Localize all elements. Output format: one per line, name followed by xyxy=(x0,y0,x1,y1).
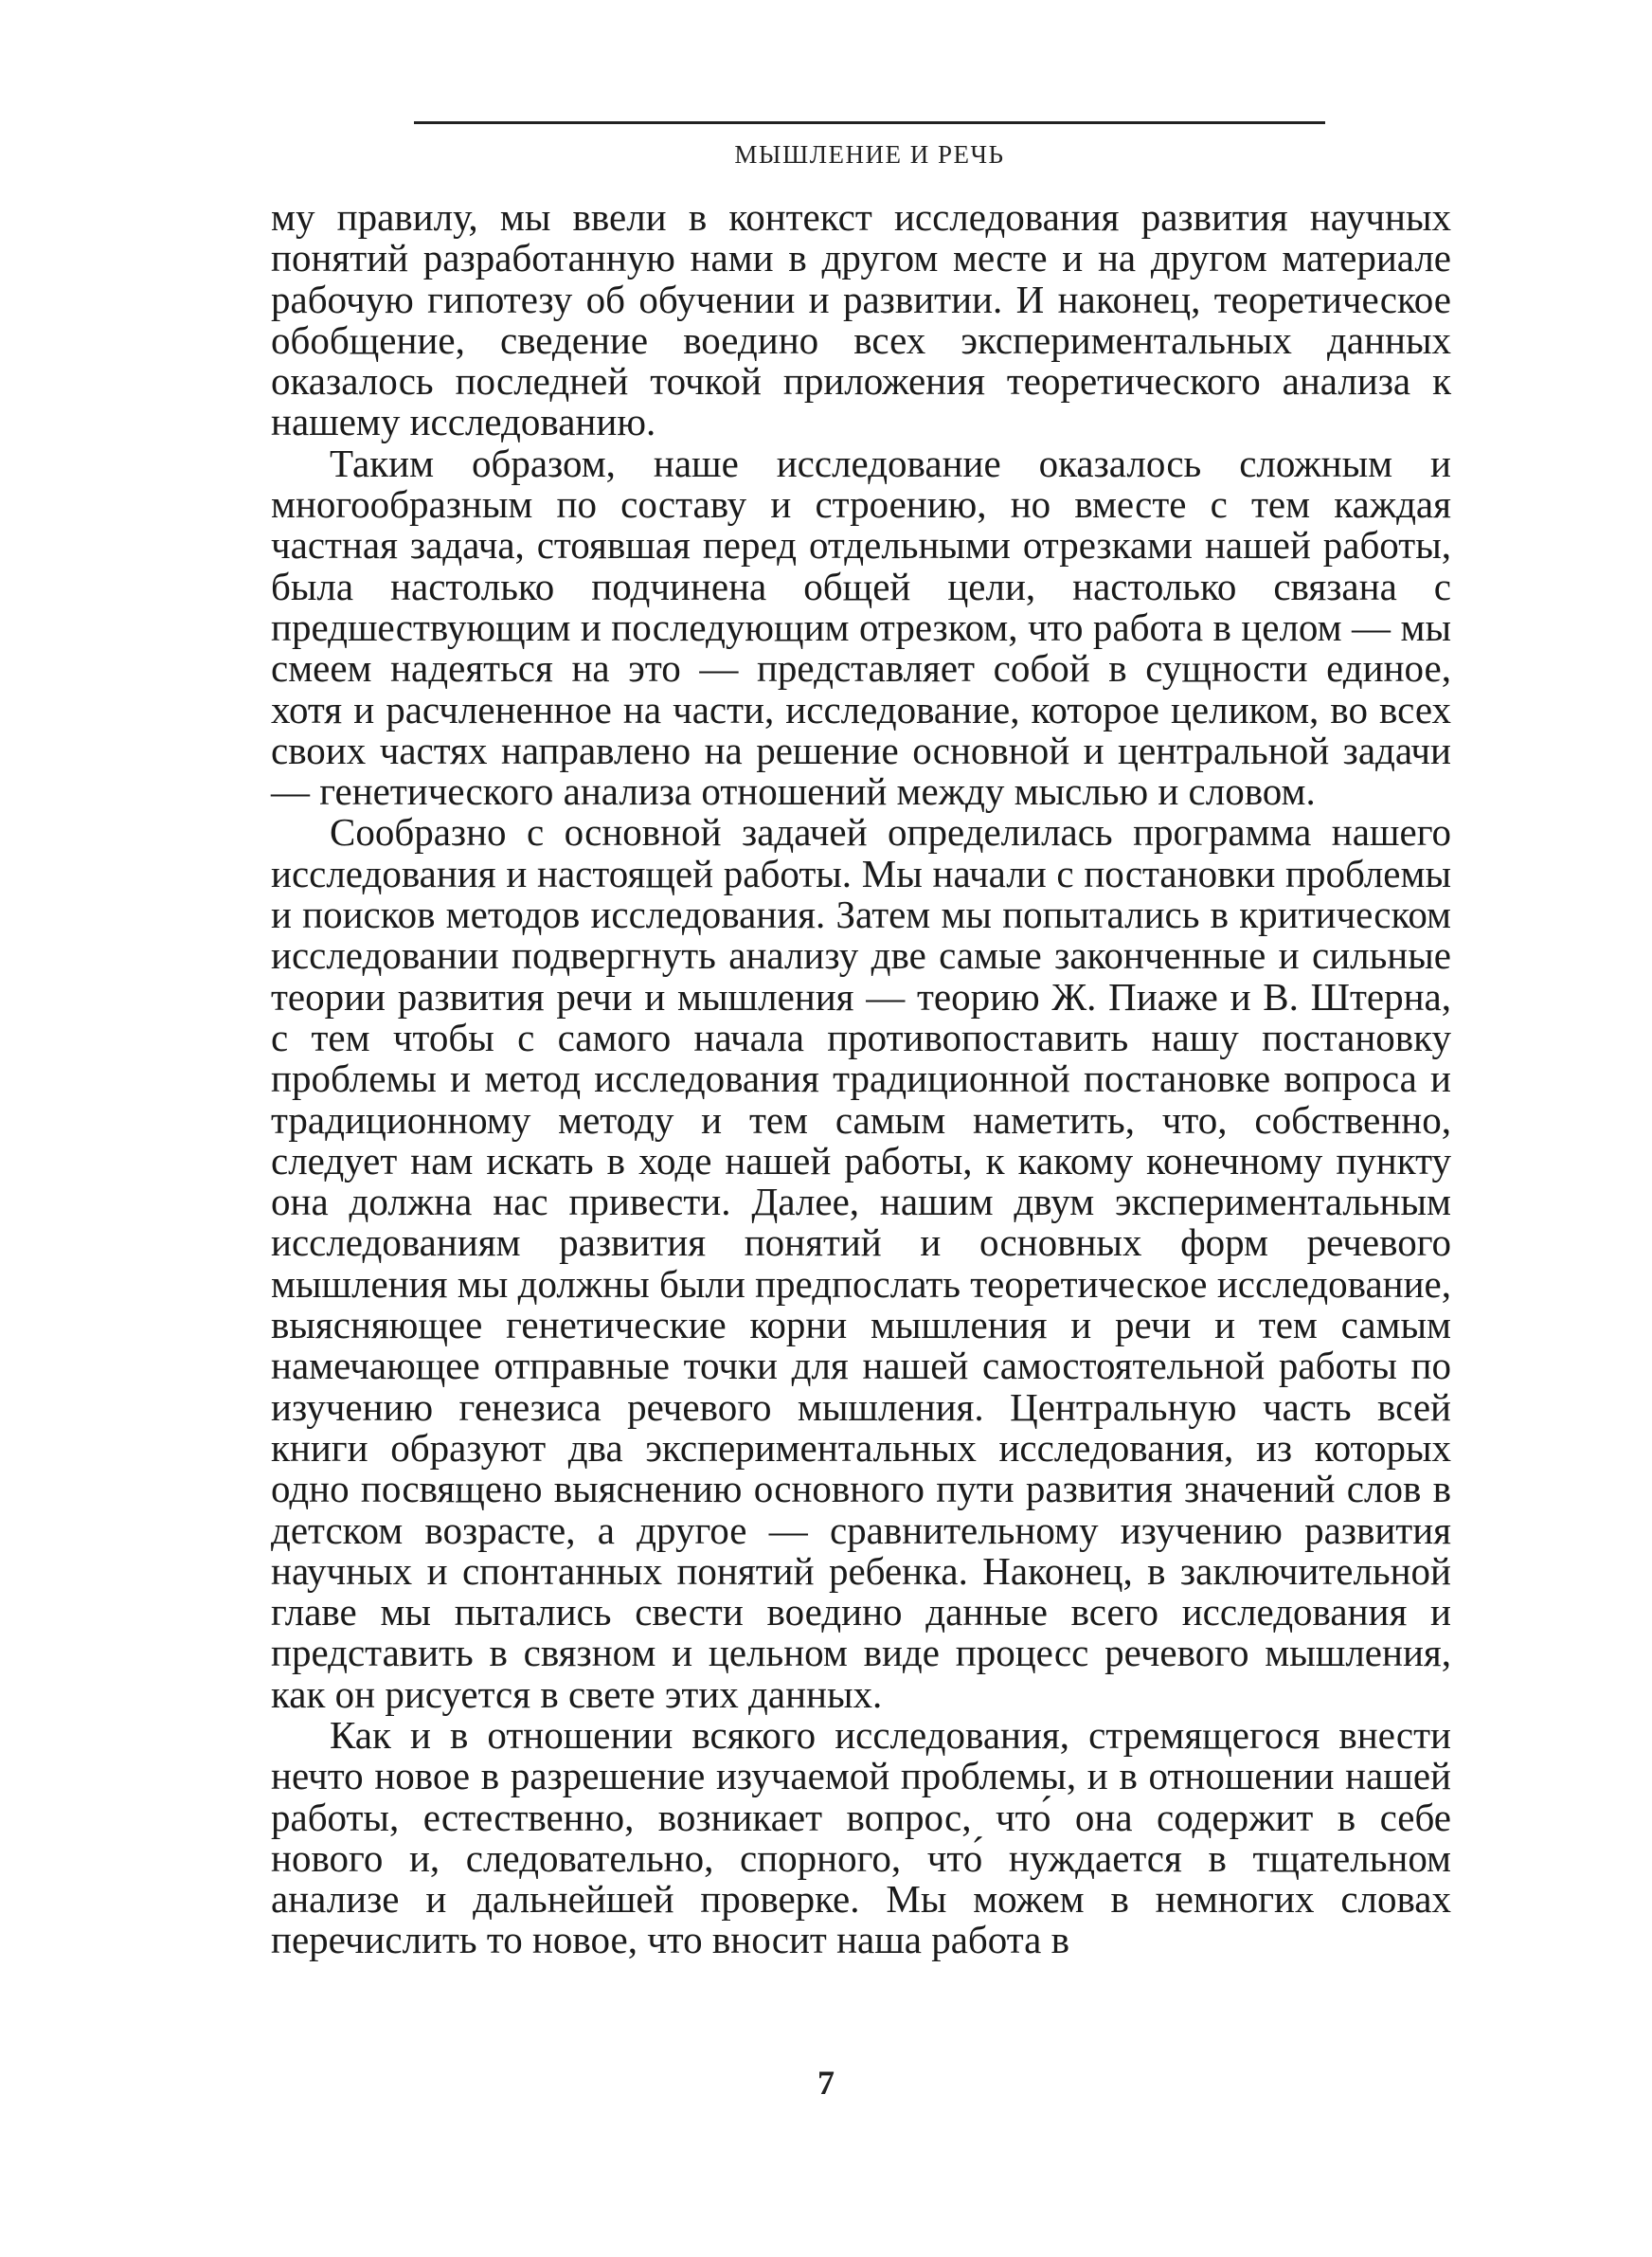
paragraph-3: Сообразно с основной задачей определилась программа нашего исследования и настоящей работы. Мы начали с постановки проблемы и поисков методов исследования. Затем мы попытались в критическом исследовании подвергнуть анализу две самые законченные и сильные теории развития речи и мышления — теорию Ж. Пиаже и В. Штерна, с тем чтобы с самого начала противопоставить нашу постановку проблемы и метод исследования традиционной постановке вопроса и традиционному методу и тем самым наметить, что, собственно, следует нам искать в ходе нашей работы, к какому конечному пункту она должна нас привести. Далее, нашим двум экспериментальным исследованиям развития понятий и основных форм речевого мышления мы должны были предпослать теоретическое исследование, выясняющее генетические корни мышления и речи и тем самым намечающее отправные точки для нашей самостоятельной работы по изучению генезиса речевого мышления. Центральную часть всей книги образуют два экспериментальных исследования, из которых одно посвящено выяснению основного пути развития значений слов в детском возрасте, а другое — сравнительному изучению развития научных и спонтанных понятий ребенка. Наконец, в заключительной главе мы пытались свести воедино данные всего исследования и представить в связном и цельном виде процесс речевого мышления, как он рисуется в свете этих данных. xyxy=(271,810,1451,1716)
page-number: 7 xyxy=(817,2064,835,2102)
paragraph-4: Как и в отношении всякого исследования, стремящегося внести нечто новое в разрешение изучаемой проблемы, и в отношении нашей работы, естественно, возникает вопрос, что́ она содержит в себе нового и, следовательно, спорного, что́ нуждается в тщательном анализе и дальнейшей проверке. Мы можем в немногих словах перечислить то новое, что вносит наша работа в xyxy=(271,1712,1451,1962)
paragraph-2: Таким образом, наше исследование оказалось сложным и многообразным по составу и строению, но вместе с тем каждая частная задача, стоявшая перед отдельными отрезками нашей работы, была настолько подчинена общей цели, настолько связана с предшествующим и последующим отрезком, что работа в целом — мы смеем надеяться на это — представляет собой в сущности единое, хотя и расчлененное на части, исследование, которое целиком, во всех своих частях направлено на решение основной и центральной задачи — генетического анализа отношений между мыслью и словом. xyxy=(271,441,1451,814)
running-head: МЫШЛЕНИЕ И РЕЧЬ xyxy=(734,140,1005,169)
body-text xyxy=(271,197,1451,1961)
header-rule xyxy=(414,121,1325,124)
paragraph-1: му правилу, мы ввели в контекст исследования развития научных понятий разработанную нами в другом месте и на другом материале рабочую гипотезу об обучении и развитии. И наконец, теоретическое обобщение, сведение воедино всех экспериментальных данных оказалось последней точкой приложения теоретического анализа к нашему исследованию. xyxy=(271,195,1451,444)
